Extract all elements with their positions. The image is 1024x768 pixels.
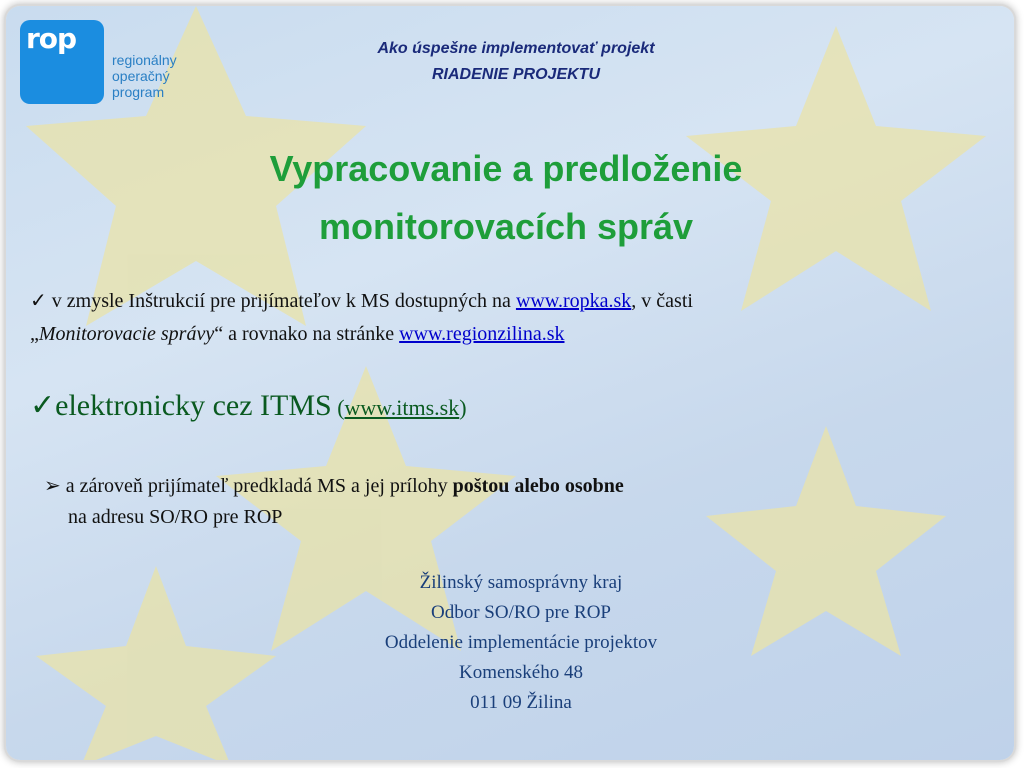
address-block	[256, 568, 786, 718]
star-shape	[36, 566, 276, 760]
address-line: Odbor SO/RO pre ROP	[431, 602, 611, 623]
slide	[6, 6, 1014, 760]
title-line: Vypracovanie a predloženie	[269, 148, 743, 189]
slide-title	[126, 140, 886, 256]
bullet-text: “ a rovnako na stránke	[214, 323, 400, 345]
header	[256, 36, 776, 88]
checkmark-icon: ✓	[30, 388, 56, 423]
bullet-text: v zmysle Inštrukcií pre prijímateľov k MS dostupných na	[46, 290, 516, 312]
itms-link[interactable]: www.itms.sk	[344, 395, 460, 420]
address-line: Komenského 48	[458, 662, 583, 683]
paren-open: (	[331, 395, 345, 420]
bullet-post	[44, 470, 944, 533]
logo-line: operačný	[112, 68, 170, 84]
bullet-instructions	[30, 284, 1000, 351]
logo-text	[112, 52, 212, 100]
bullet-itms	[30, 388, 930, 423]
address-line: Oddelenie implementácie projektov	[384, 632, 658, 653]
header-subtitle: Ako úspešne implementovať projekt	[377, 40, 655, 57]
quote-open: „	[30, 323, 39, 345]
rop-logo	[20, 20, 200, 116]
logo-mark: rop	[26, 22, 77, 55]
logo-line: regionálny	[112, 52, 177, 68]
title-line: monitorovacích správ	[318, 206, 694, 247]
bullet-text: elektronicky cez ITMS	[55, 389, 332, 422]
paren-close: )	[459, 395, 467, 420]
regionzilina-link[interactable]: www.regionzilina.sk	[399, 323, 565, 345]
bullet-text: , v časti	[631, 290, 693, 312]
checkmark-icon: ✓	[30, 288, 47, 312]
logo-line: program	[112, 84, 165, 100]
address-line: Žilinský samosprávny kraj	[419, 572, 623, 593]
italic-text: Monitorovacie správy	[38, 323, 215, 345]
logo-badge	[20, 20, 104, 104]
bullet-text-line2: na adresu SO/RO pre ROP	[68, 506, 283, 528]
address-line: 011 09 Žilina	[470, 692, 572, 713]
bullet-text: a zároveň prijímateľ predkladá MS a jej prílohy	[60, 475, 453, 497]
arrow-bullet-icon: ➢	[44, 473, 61, 497]
header-title: RIADENIE PROJEKTU	[431, 66, 601, 83]
ropka-link[interactable]: www.ropka.sk	[515, 290, 632, 312]
bold-text: poštou alebo osobne	[452, 475, 624, 497]
